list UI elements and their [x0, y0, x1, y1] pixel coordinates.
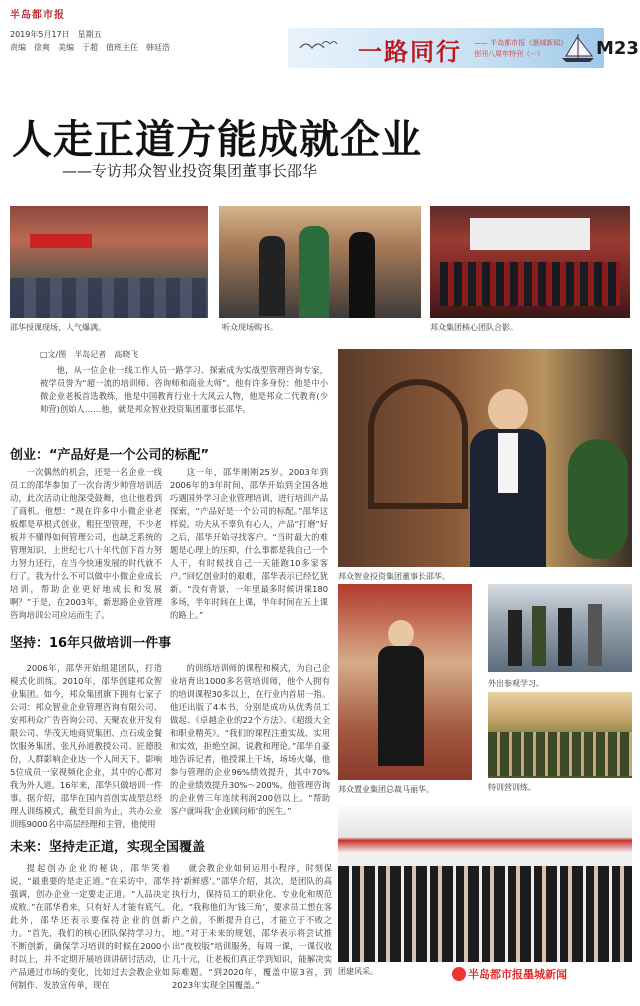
section-title-persistence: 坚持：16年只做培训一件事: [10, 636, 172, 651]
section-startup-col1: 一次偶然的机会，还是一名企业一线员工的邵华参加了一次台湾少帅营培训活动，此次活动让他深受鼓舞，也让他看到了商机。他想：“现在许多中小微企业老板都是草根式创业，粗狂型管理，不少老板并不懂得如何管理公司，也缺乏系统的管理知识，上世纪七八十年代创下首力努力努力还行，在当今快速发展的时代就不行了。我为什么不可以做中小微企业成长培训，帮助企业更好地成长和发展啊？”于是，在2003年，新思路企业管理咨询培训公司应运而生了。: [10, 467, 162, 620]
issue-meta: [10, 28, 170, 54]
photo-study-visit: [488, 584, 632, 672]
section-title-future: 未来：坚持走正道，实现全国覆盖: [10, 840, 206, 855]
section-title-startup: 创业：“产品好是一个公司的标配”: [10, 448, 210, 463]
photo-chairman-portrait: [338, 349, 632, 567]
photo-core-team: [430, 206, 630, 318]
caption-visit: 外出参观学习。: [488, 679, 544, 688]
photo-lecture-hall: [10, 206, 208, 318]
section-persistence-col1: 2006年，邵华开始组建团队，打造模式化训练。2010年，邵华创建邦众智业集团。如今，邦众集团旗下拥有七家子公司：邦众智业企业管理咨询有限公司、安邦利众广告咨询公司、天聚农业开发有限公司、华茂天地商贸集团、点石成金餐饮服务集团、张凡孙道教授公司、匠德股份，人群影响企业达一个人间天下，影响5位成员一家视频化企业，其中的心都对我为外人道。16年来，邵华只做培训一件事。据介绍，邵华在国内首创实战型总经理人训练模式，截至目前为止，共办公业训练9000名中高层经理和主管，他使用: [10, 663, 162, 829]
banner-title: 一路同行: [358, 37, 462, 66]
issue-date: 2019年5月17日 星期五: [10, 30, 102, 39]
caption-chairman: 邦众智业投资集团董事长邵华。: [338, 572, 450, 581]
caption-books: 听众现场购书。: [222, 323, 278, 332]
article-headline: 人走正道方能成就企业: [12, 117, 422, 163]
seagull-icon: [298, 36, 338, 58]
photo-training-camp: [488, 692, 632, 778]
article-byline: □文/图 半岛记者 高晓飞: [40, 350, 139, 359]
watermark-text: 半岛都市报墨城新闻: [468, 968, 567, 981]
banner-subtitle: —— 半岛都市报《墨城新闻》 创刊八周年特刊（一）: [474, 39, 568, 58]
watermark-logo-icon: [452, 967, 466, 981]
section-future-col2: 就会教企业如何运用小程序，时刻保持‘新鲜感’。”邵华介绍，其次，是团队的高执行力，保持员工的职业化、专业化和规范化。“我称他们为‘钱三角’，要求员工想在客户之前，不断提升自己，才能立于不败之地。”对于未来的规划，邵华表示将尝试推出“夜校版”培训服务，每周一课，一课仅收几十元，让老板们真正学到知识，能解决实际难题。“到2020年，覆盖中原3省，到2023年实现全国覆盖。”: [172, 863, 332, 990]
sailboat-icon: [558, 32, 598, 64]
editor-credits: 责编 徐爽 美编 于超 值班主任 韩廷浩: [10, 43, 170, 52]
article-intro: 他，从一位企业一线工作人员一路学习、探索成为实战型管理咨询专家，被学员誉为“超一流的培训师、咨询师和商业大师”。他有许多身份：他是中小微企业老板首选教练，他是中国教育行业十大风云人物，他是邦众二代教育(少帅营)创始人……他，就是邦众智业投资集团董事长邵华。: [40, 365, 328, 414]
photo-book-buying: [219, 206, 421, 318]
section-startup-col2: 这一年，邵华刚刚25岁。2003年到2006年的3年时间，邵华开始到全国各地巧遇国外学习企业管理培训，进行培训产品探索，“产品好是一个公司的标配。”邵华这样说。功夫从不辜负有心人，产品“打磨”好之后，邵华开始寻找客户。“当时最大的难题是心理上的压抑，什么事都是我自己一个人干，有时候找自己一天能跑10多家客户。”回忆创业时的艰难，邵华表示已经忆犹新。“没有背景，一年里最多时候讲课180多场，半年时间在上课，半年时间在五上课的路上。”: [170, 467, 328, 620]
caption-team-building: 团建风采。: [338, 967, 378, 976]
caption-president: 邦众置业集团总裁马丽华。: [338, 785, 434, 794]
section-persistence-col2: 的训练培训师的课程和模式，为自己企业培育出1000多名管培训师，他个人拥有的培训课程30多以上，在行业内首屈一指。他还出版了4本书，分别是成功从优秀员工做起、《卓越企业的22个方法》、《超级大全和职业精英》。“我们的课程注重实战、实用和实效，拒绝空洞、说教和理论。”邵华自豪地告诉记者，他授课上干场，场场火爆，他参与管理的企业96%绩效提升，其中70%的企业绩效提升30%～200%。他管理咨询的企业曾三年连续利润200倍以上。“帮助客户就叫我‘企业顾问师’的医生。”: [170, 663, 330, 816]
caption-lecture: 邵华授课现场，人气爆满。: [10, 323, 106, 332]
caption-camp: 特训营训练。: [488, 783, 536, 792]
photo-president: [338, 584, 472, 780]
page-number: M23: [596, 38, 639, 59]
article-subheadline: ——专访邦众智业投资集团董事长邵华: [62, 162, 318, 180]
section-future-col1: 提起创办企业的秘诀，邵华笑着说，“最重要的是走正道。”在采访中，邵华强调，创办企业一定要走正道。“人品决定成败。”在邵华看来，只有好人才能有底气。此外，邵华还表示要保持企业的创新力。“首先，我们的核心团队保持学习力，不断创新，确保学习培训的时候在2000小时以上，并不定期开展培训讲研讨活动，让产品通过市场的变化，比如过去会教企业如何制作、发放宣传单，现在: [10, 863, 170, 990]
photo-team-building: [338, 806, 632, 962]
special-issue-banner: [288, 28, 604, 68]
masthead-logo: 半岛都市报: [10, 10, 65, 21]
caption-team: 邦众集团核心团队合影。: [430, 323, 518, 332]
